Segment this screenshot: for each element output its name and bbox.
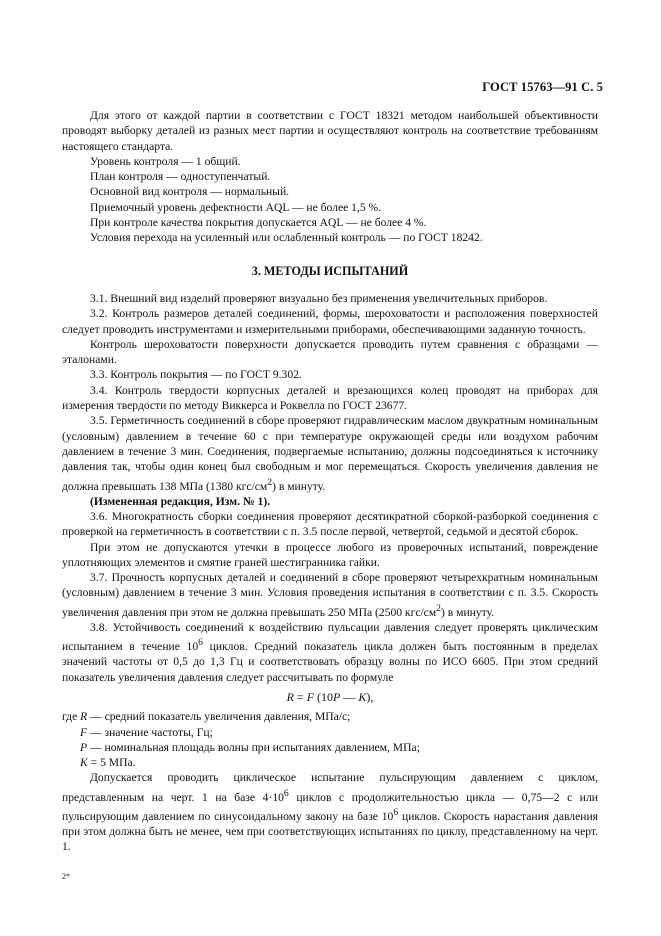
text-run: ) в минуту. [441,605,495,619]
superscript: 6 [198,637,203,649]
superscript: 2 [267,476,273,488]
text-run: циклов с продолжительностью цикла — 0,75—2 с или пульсирующим давлением по синусоидальному закону на базе 10 [62,790,598,823]
text-run: 3.5. Герметичность соединений в сборе проверяют гидравлическим маслом двукратным номинальным (условным) давлением в течение 60 с при температуре окружающей среды или воздухом рабочим давлением в течение 3 мин. Соединения, подвергаемые испытанию, должны подсоединяться к источнику давления так, чтобы один конец был свободным и мог перемещаться. Скорость увеличения давления не должна превышать 138 МПа (1380 кгс/см [62,414,598,493]
text-run: — средний показатель увеличения давления, МПа/с; [87,710,351,724]
text-run: = 5 МПа. [87,756,136,770]
intro-line-aql-coating: При контроле качества покрытия допускается AQL — не более 4 %. [90,216,427,230]
paragraph-3-1: 3.1. Внешний вид изделий проверяют визуально без применения увеличительных приборов. [90,291,548,305]
text-run: ) в минуту. [272,479,326,493]
symbol: R [80,710,88,724]
formula-symbol: K [358,689,367,704]
text-run: циклов. Средний показатель цикла должен быть постоянным в пределах значений частоты от 0,5 до 1,3 Гц и соответствовать образцу волны по ИСО 6605. При этом средний показатель увеличения давления следует рассчитывать по формуле [62,640,598,684]
formula-part: ), [366,689,374,704]
superscript: 2 [436,602,441,614]
intro-line-control-plan: План контроля — одноступенчатый. [90,170,271,184]
text-run: Допускается проводить циклическое испытание пульсирующим давлением с циклом, представленным на черт. 1 на базе 4·10 [62,771,598,804]
paragraph-3-2: 3.2. Контроль размеров деталей соединений, формы, шероховатости и расположения поверхностей следует проводить инструментами и измерительными приборами, обеспечивающими заданную точность. [62,307,598,336]
section-title: 3. МЕТОДЫ ИСПЫТАНИЙ [251,263,409,278]
symbol: K [80,756,88,770]
amendment-note: (Измененная редакция, Изм. № 1). [90,494,271,508]
paragraph-3-6-leaks: При этом не допускаются утечки в процессе любого из проверочных испытаний, повреждение уплотняющих элементов и смятие граней шестигранника гайки. [62,540,598,569]
intro-line-aql: Приемочный уровень дефектности AQL — не более 1,5 %. [90,200,382,214]
formula-part: = [293,689,307,704]
intro-paragraph: Для этого от каждой партии в соответствии с ГОСТ 18321 методом наибольшей объективности проводят выборку деталей из разных мест партии и осуществляют контроль на соответствие требованиям настоящего стандарта. [62,109,598,153]
intro-line-transition: Условия перехода на усиленный или ослабленный контроль — по ГОСТ 18242. [90,231,483,245]
paragraph-3-2-roughness: Контроль шероховатости поверхности допускается проводить путем сравнения с образцами — эталонами. [62,337,598,367]
paragraph-3-8 [62,620,598,685]
text-run: — значение частоты, Гц; [87,725,213,739]
formula-symbol: R [286,689,294,704]
text-run: где [62,710,81,724]
formula-part: (10 [314,689,334,704]
paragraph-3-6: 3.6. Многократность сборки соединения проверяют десятикратной сборкой-разборкой соединения с проверкой на герметичность в соответствии с п. 3.5 после первой, четвертой, седьмой и десятой сборок. [62,509,598,539]
intro-line-control-level: Уровень контроля — 1 общий. [90,154,241,168]
definition-k [62,755,598,770]
definition-p [62,740,598,755]
paragraph-3-4: 3.4. Контроль твердости корпусных деталей и врезающихся колец проводят на приборах для измерения твердости по методу Виккерса и Роквелла по ГОСТ 23677. [62,383,598,413]
document-body [62,108,598,855]
intro-line-control-type: Основной вид контроля — нормальный. [90,185,290,199]
formula [62,690,598,705]
text-run: — номинальная площадь волны при испытаниях давлением, МПа; [87,740,420,754]
document-header: ГОСТ 15763—91 С. 5 [482,80,603,94]
paragraph-3-5 [62,413,598,493]
formula-symbol: P [333,689,341,704]
paragraph-3-3: 3.3. Контроль покрытия — по ГОСТ 9.302. [90,368,302,382]
text-run: 3.8. Устойчивость соединений к воздействию пульсации давления следует проверять циклическим испытанием в течение 10 [62,620,598,654]
text-run: циклов. Скорость нарастания давления при этом должна быть не менее, чем при соответствующих испытаниях по циклу, представленному на черт. 1. [62,809,598,854]
text-run: 3.7. Прочность корпусных деталей и соединений в сборе проверяют четырехкратным номинальным (условным) давлением в течение 3 мин. Условия проведения испытания в соответствии с п. 3.5. Скорость увеличения давления при этом не должна превышать 250 МПа (2500 кгс/см [62,571,598,619]
paragraph-3-7 [62,570,598,620]
superscript: 6 [283,787,289,799]
paragraph-cyclic-test [62,770,598,854]
superscript: 6 [393,806,399,818]
definition-f [62,725,598,740]
formula-symbol: F [306,689,315,704]
definition-r [62,709,598,724]
page-mark: 2* [62,872,70,881]
symbol: F [80,725,88,739]
formula-part: — [340,689,359,704]
symbol: P [80,740,88,754]
